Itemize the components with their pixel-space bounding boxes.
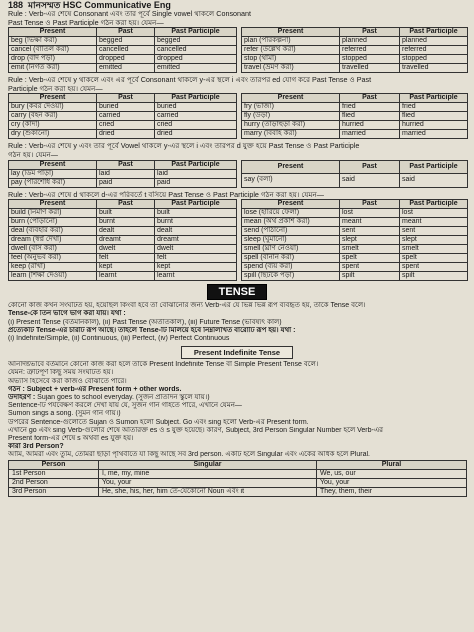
running-title: মানসম্মত HSC Communicative Eng — [28, 0, 171, 10]
rule-2-tables — [8, 93, 466, 139]
rule-3-text: Rule : Verb-এর শেষে y এবং তার পূর্বে Vowel থাকলে y-এর স্থলে i এবং তারপর d যুক্ত হয়ে Past Tense ও Past Participle — [8, 142, 360, 151]
table-header-row — [9, 200, 237, 209]
cell-singular: He, she, his, her, him তে-যেকোনো Noun এবং it — [99, 487, 317, 496]
col-past-participle: Past Participle — [155, 160, 237, 169]
table-row — [9, 55, 237, 64]
col-present: Present — [9, 94, 97, 103]
col-person: Person — [9, 460, 99, 469]
cell-present: keep (রাখা) — [9, 263, 97, 272]
cell-present: mean (অর্থ প্রকাশ করা) — [242, 218, 340, 227]
table-row — [9, 46, 237, 55]
table-row — [9, 112, 237, 121]
cell-past: slept — [340, 236, 400, 245]
pit-definition: অনির্দিষ্টভাবে বর্তমানে কোনো কাজ করা হলে তাকে Present Indefinite Tense বা Simple Present Tense বলে। — [8, 361, 319, 369]
table-header-row — [9, 94, 237, 103]
cell-past: dreamt — [97, 236, 155, 245]
cell-past: said — [340, 174, 400, 188]
table-row — [242, 37, 468, 46]
cell-present: cancel (বাতিল করা) — [9, 46, 97, 55]
cell-past-participle: sent — [400, 227, 468, 236]
table-header-row — [9, 460, 467, 469]
cell-present: refer (উল্লেখ করা) — [242, 46, 340, 55]
table-row — [9, 121, 237, 130]
tense-forms: (i) Indefinite/Simple, (ii) Continuous, (iii) Perfect, (iv) Perfect Continuous — [8, 334, 230, 342]
cell-past: spent — [340, 263, 400, 272]
table-header-row — [9, 28, 237, 37]
cell-present: marry (বিবাহ করা) — [242, 130, 340, 139]
cell-present: say (বলা) — [242, 174, 340, 188]
table-row — [9, 227, 237, 236]
cell-past-participle: paid — [155, 178, 237, 187]
tense-heading: TENSE — [207, 284, 267, 300]
rule-2-text: Rule : Verb-এর শেষে y থাকলে এবং এর পূর্বে Consonant থাকলে y-এর স্থলে i এবং তারপর ed যোগ করে Past Tense ও Past — [8, 76, 372, 85]
cell-past-participle: burnt — [155, 218, 237, 227]
tense-forms-heading: প্রত্যেকটি Tense-এর চারটি রূপ আছে। তাহলে Tense-টি মিলিয়ে হবে নিম্নলিখিত বারোটি রূপ হয়। যথা : — [8, 326, 296, 334]
pit-usage-2: অভ্যাস হিসেবে করা কাজও বোঝাতে পারে। — [8, 377, 127, 385]
table-header-row — [242, 28, 468, 37]
third-person-answer: আমি, আমরা এবং তুমি, তোমরা ছাড়া পৃথিবীতে যা কিছু আছে সব 3rd person. একটি হলে Singular এবং একের অধিক হলে Plural. — [8, 451, 370, 459]
pit-explain-3: Present form-এর শেষে s অথবা es যুক্ত হয়। — [8, 435, 134, 442]
cell-past-participle: built — [155, 209, 237, 218]
cell-past: sent — [340, 227, 400, 236]
pit-example-1: উদাহরণ : Sujan goes to school everyday. (সুজন প্রতিদিন স্কুলে যায়।) — [8, 393, 210, 401]
col-past: Past — [340, 160, 400, 174]
rule-1-text-2: Past Tense ও Past Participle গঠন করা হয়। যেমন— — [8, 18, 164, 27]
table-row — [9, 263, 237, 272]
cell-present: dream (স্বপ্ন দেখা) — [9, 236, 97, 245]
cell-past-participle: cried — [155, 121, 237, 130]
col-present: Present — [242, 160, 340, 174]
rule-2-text-2: Participle গঠন করা হয়। যেমন— — [8, 84, 103, 93]
cell-past: dwelt — [97, 245, 155, 254]
cell-past-participle: planned — [400, 37, 468, 46]
rule-1-right-table — [241, 27, 468, 73]
third-person-question: কারা 3rd Person? — [8, 443, 64, 451]
cell-past: lost — [340, 209, 400, 218]
cell-past-participle: spent — [400, 263, 468, 272]
person-table — [8, 460, 467, 497]
cell-past-participle: dealt — [155, 227, 237, 236]
cell-past: cried — [97, 121, 155, 130]
table-row — [242, 245, 468, 254]
cell-present: stop (থামা) — [242, 55, 340, 64]
cell-present: emit (নির্গত করা) — [9, 64, 97, 73]
cell-present: burn (পোড়ানো) — [9, 218, 97, 227]
cell-past: referred — [340, 46, 400, 55]
cell-past: emitted — [97, 64, 155, 73]
table-row — [9, 245, 237, 254]
col-past: Past — [97, 94, 155, 103]
pit-structure: গঠন : Subject + verb-এর Present form + other words. — [8, 385, 182, 393]
pit-explain-1: উপরের Sentence-গুলোতে Sujan ও Sumon হলো Subject. Go এবং sing হলো Verb-এর Present form. — [8, 418, 309, 426]
cell-singular: You, your — [99, 478, 317, 487]
cell-present: sleep (ঘুমানো) — [242, 236, 340, 245]
cell-past-participle: kept — [155, 263, 237, 272]
cell-present: cry (কাঁদা) — [9, 121, 97, 130]
rule-1-left-table — [8, 27, 237, 73]
col-present: Present — [9, 160, 97, 169]
table-row — [9, 218, 237, 227]
table-header-row — [242, 160, 468, 174]
table-row — [9, 130, 237, 139]
pit-explain-2: এখানে go এবং sing Verb-গুলোর শেষে অতিরিক্ত es ও s যুক্ত হয়েছে। কারণ, Subject, 3rd Person Singular Number হলে Verb-এর — [8, 426, 384, 434]
table-row — [9, 178, 237, 187]
cell-present: hurry (তাড়াহুড়া করা) — [242, 121, 340, 130]
cell-past-participle: begged — [155, 37, 237, 46]
col-past-participle: Past Participle — [400, 200, 468, 209]
cell-present: drop (বাদ পড়া) — [9, 55, 97, 64]
cell-past-participle: learnt — [155, 272, 237, 281]
table-row — [9, 487, 467, 496]
table-row — [242, 174, 468, 188]
rule-4-left-table — [8, 199, 237, 281]
table-row — [9, 64, 237, 73]
col-present: Present — [242, 28, 340, 37]
rule-4-right-table — [241, 199, 468, 281]
cell-past: paid — [97, 178, 155, 187]
cell-past-participle: dropped — [155, 55, 237, 64]
cell-present: spend (ব্যয় করা) — [242, 263, 340, 272]
cell-person: 2nd Person — [9, 478, 99, 487]
cell-present: lose (হারিয়ে ফেলা) — [242, 209, 340, 218]
rule-1-text: Rule : Verb-এর শেষে Consonant এবং তার পূর্বে Single vowel থাকলে Consonant — [8, 10, 252, 18]
table-header-row — [242, 94, 468, 103]
cell-past-participle: dreamt — [155, 236, 237, 245]
cell-past-participle: married — [400, 130, 468, 139]
cell-past-participle: spelt — [400, 254, 468, 263]
cell-past-participle: spilt — [400, 272, 468, 281]
col-past: Past — [97, 28, 155, 37]
table-header-row — [9, 160, 237, 169]
cell-past-participle: said — [400, 174, 468, 188]
cell-past-participle: flied — [400, 112, 468, 121]
cell-person: 3rd Person — [9, 487, 99, 496]
rule-3-right-table — [241, 160, 468, 188]
cell-past: kept — [97, 263, 155, 272]
cell-past: planned — [340, 37, 400, 46]
col-past: Past — [97, 160, 155, 169]
col-present: Present — [242, 94, 340, 103]
col-past-participle: Past Participle — [155, 94, 237, 103]
cell-past-participle: dwelt — [155, 245, 237, 254]
table-row — [242, 64, 468, 73]
cell-past: smelt — [340, 245, 400, 254]
rule-3-left-table — [8, 160, 237, 188]
page-header — [8, 0, 466, 10]
rule-1-tables — [8, 27, 466, 73]
cell-past: dropped — [97, 55, 155, 64]
rule-2-right-table — [241, 93, 468, 139]
cell-present: dry (শুকানো) — [9, 130, 97, 139]
cell-present: spell (বানান করা) — [242, 254, 340, 263]
table-row — [9, 272, 237, 281]
cell-present: travel (ভ্রমণ করা) — [242, 64, 340, 73]
col-past-participle: Past Participle — [400, 160, 468, 174]
cell-past: hurried — [340, 121, 400, 130]
table-row — [242, 46, 468, 55]
cell-present: spill (ছিটকে পড়া) — [242, 272, 340, 281]
rule-3-text-2: গঠন হয়। যেমন— — [8, 150, 58, 159]
cell-past: buried — [97, 103, 155, 112]
cell-past: felt — [97, 254, 155, 263]
cell-past: travelled — [340, 64, 400, 73]
cell-present: dwell (বাস করা) — [9, 245, 97, 254]
cell-present: pay (পরিশোধ করা) — [9, 178, 97, 187]
table-row — [242, 263, 468, 272]
cell-past-participle: hurried — [400, 121, 468, 130]
rule-2-left-table — [8, 93, 237, 139]
cell-past: dried — [97, 130, 155, 139]
pit-usage-1: যেমন: ত্রুটিপূর্ণ কিছু সময় সংঘটিত হয়। — [8, 369, 114, 377]
cell-person: 1st Person — [9, 469, 99, 478]
table-row — [9, 236, 237, 245]
col-past: Past — [340, 28, 400, 37]
col-singular: Singular — [99, 460, 317, 469]
col-past: Past — [97, 200, 155, 209]
table-row — [242, 218, 468, 227]
cell-plural: They, them, their — [317, 487, 467, 496]
table-row — [9, 169, 237, 178]
cell-past-participle: lost — [400, 209, 468, 218]
pit-example-3: Sumon sings a song. (সুমন গান গায়।) — [8, 410, 121, 418]
cell-past-participle: laid — [155, 169, 237, 178]
table-row — [242, 130, 468, 139]
table-row — [242, 227, 468, 236]
cell-present: bury (কবর দেওয়া) — [9, 103, 97, 112]
cell-past-participle: cancelled — [155, 46, 237, 55]
col-present: Present — [242, 200, 340, 209]
cell-past: learnt — [97, 272, 155, 281]
rule-4-tables — [8, 199, 466, 281]
col-present: Present — [9, 200, 97, 209]
col-past-participle: Past Participle — [155, 200, 237, 209]
cell-past-participle: felt — [155, 254, 237, 263]
cell-present: fry (ভাজা) — [242, 103, 340, 112]
cell-present: send (পাঠানো) — [242, 227, 340, 236]
table-row — [9, 103, 237, 112]
table-row — [242, 103, 468, 112]
cell-past: meant — [340, 218, 400, 227]
cell-past-participle: referred — [400, 46, 468, 55]
cell-past: fried — [340, 103, 400, 112]
table-row — [242, 236, 468, 245]
table-row — [9, 37, 237, 46]
table-row — [9, 254, 237, 263]
cell-past-participle: smelt — [400, 245, 468, 254]
cell-past: married — [340, 130, 400, 139]
table-row — [242, 121, 468, 130]
cell-past-participle: carried — [155, 112, 237, 121]
tense-intro: কোনো কাজ কখন সংঘটিত হয়, হয়েছিল কিংবা হবে তা বোঝানোর জন্য Verb-এর যে ভিন্ন ভিন্ন রূপ ব্যবহৃত হয়, তাকে Tense বলে। — [8, 302, 366, 310]
cell-past: stopped — [340, 55, 400, 64]
cell-past: burnt — [97, 218, 155, 227]
col-past: Past — [340, 94, 400, 103]
table-row — [242, 254, 468, 263]
cell-plural: We, us, our — [317, 469, 467, 478]
cell-present: deal (ব্যবহার করা) — [9, 227, 97, 236]
col-plural: Plural — [317, 460, 467, 469]
cell-plural: You, your — [317, 478, 467, 487]
cell-past-participle: stopped — [400, 55, 468, 64]
rule-4-text: Rule : Verb-এর শেষে d থাকলে d-এর পরিবর্তে t বসিয়ে Past Tense ও Past Participle গঠন করা হয়। যেমন— — [8, 190, 324, 199]
table-row — [9, 209, 237, 218]
cell-present: smell (ঘ্রাণ নেওয়া) — [242, 245, 340, 254]
col-past-participle: Past Participle — [400, 28, 468, 37]
cell-past: dealt — [97, 227, 155, 236]
col-present: Present — [9, 28, 97, 37]
cell-past: built — [97, 209, 155, 218]
col-past-participle: Past Participle — [400, 94, 468, 103]
cell-past-participle: slept — [400, 236, 468, 245]
present-indefinite-heading: Present Indefinite Tense — [181, 346, 293, 359]
page-number: 188 — [8, 0, 24, 10]
pit-example-2: Sentence-টি পর্যবেক্ষণ করলে দেখা যায় যে, সুজন গান গাইতে পারে, এখানে যেমন— — [8, 402, 242, 410]
cell-past: spelt — [340, 254, 400, 263]
cell-past: begged — [97, 37, 155, 46]
cell-present: learn (শিক্ষা দেওয়া) — [9, 272, 97, 281]
table-row — [242, 112, 468, 121]
col-past: Past — [340, 200, 400, 209]
cell-past: carried — [97, 112, 155, 121]
cell-singular: I, me, my, mine — [99, 469, 317, 478]
cell-past-participle: meant — [400, 218, 468, 227]
cell-past-participle: travelled — [400, 64, 468, 73]
table-row — [242, 55, 468, 64]
tense-kinds-heading: Tense-কে তিন ভাগে ভাগ করা যায়। যথা : — [8, 310, 126, 318]
cell-past-participle: fried — [400, 103, 468, 112]
cell-present: plan (পরিকল্পনা) — [242, 37, 340, 46]
col-past-participle: Past Participle — [155, 28, 237, 37]
cell-present: carry (বহন করা) — [9, 112, 97, 121]
cell-present: build (নির্মাণ করা) — [9, 209, 97, 218]
table-row — [9, 469, 467, 478]
cell-past-participle: dried — [155, 130, 237, 139]
table-row — [9, 478, 467, 487]
cell-present: beg (ভিক্ষা করা) — [9, 37, 97, 46]
cell-past: laid — [97, 169, 155, 178]
cell-present: lay (ডিম পাড়া) — [9, 169, 97, 178]
table-row — [242, 272, 468, 281]
table-header-row — [242, 200, 468, 209]
table-row — [242, 209, 468, 218]
tense-kinds: (i) Present Tense (বর্তমানকাল), (ii) Past Tense (অতীতকাল), (iii) Future Tense (ভবিষ্যৎ কাল) — [8, 318, 282, 326]
cell-present: fly (উড়া) — [242, 112, 340, 121]
cell-past-participle: buried — [155, 103, 237, 112]
cell-past: flied — [340, 112, 400, 121]
cell-past-participle: emitted — [155, 64, 237, 73]
cell-past: spilt — [340, 272, 400, 281]
cell-past: cancelled — [97, 46, 155, 55]
rule-3-tables — [8, 160, 466, 188]
cell-present: feel (অনুভব করা) — [9, 254, 97, 263]
